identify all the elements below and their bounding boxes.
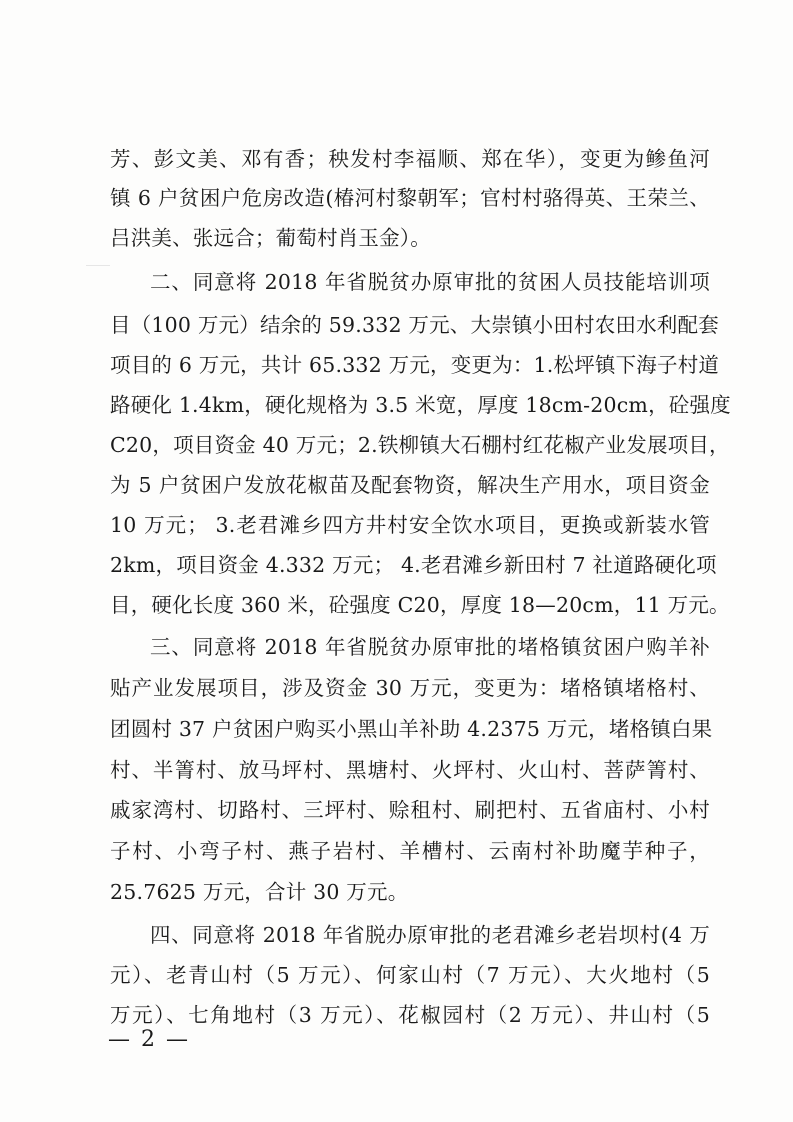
text-line: 镇 6 户贫困户危房改造(椿河村黎朝军；官村村骆得英、王荣兰、	[110, 186, 710, 210]
text-line: C20，项目资金 40 万元；2.铁柳镇大石棚村红花椒产业发展项目，	[110, 433, 730, 457]
text-line: 贴产业发展项目，涉及资金 30 万元，变更为：堵格镇堵格村、	[110, 676, 710, 700]
text-line: 元）、老青山村（5 万元）、何家山村（7 万元）、大火地村（5	[110, 963, 710, 987]
text-line: 芳、彭文美、邓有香；秧发村李福顺、郑在华），变更为鲹鱼河	[110, 147, 710, 171]
text-line: 2km，项目资金 4.332 万元； 4.老君滩乡新田村 7 社道路硬化项	[110, 553, 717, 577]
paragraph-start-line: 四、同意将 2018 年省脱办原审批的老君滩乡老岩坝村(4 万	[150, 923, 710, 947]
text-line: 路硬化 1.4km，硬化规格为 3.5 米宽，厚度 18cm-20cm，砼强度	[110, 393, 731, 417]
text-line: 10 万元； 3.老君滩乡四方井村安全饮水项目，更换或新装水管	[110, 513, 710, 537]
paragraph-start-line: 二、同意将 2018 年省脱贫办原审批的贫困人员技能培训项	[150, 270, 710, 294]
page-number: — 2 —	[108, 1027, 190, 1052]
text-line: 戚家湾村、切路村、三坪村、赊租村、刷把村、五省庙村、小村	[110, 798, 710, 822]
text-line: 子村、小弯子村、燕子岩村、羊槽村、云南村补助魔芋种子，	[110, 839, 710, 863]
text-line: 团圆村 37 户贫困户购买小黑山羊补助 4.2375 万元，堵格镇白果	[110, 717, 713, 741]
scan-artifact	[86, 265, 110, 266]
text-line: 吕洪美、张远合；葡萄村肖玉金）。	[110, 226, 431, 250]
paragraph-start-line: 三、同意将 2018 年省脱贫办原审批的堵格镇贫困户购羊补	[150, 635, 710, 659]
text-line: 项目的 6 万元，共计 65.332 万元，变更为：1.松坪镇下海子村道	[110, 353, 720, 377]
text-line: 25.7625 万元，合计 30 万元。	[110, 880, 409, 904]
text-line: 目，硬化长度 360 米，砼强度 C20，厚度 18—20cm，11 万元。	[110, 593, 730, 617]
text-line: 目（100 万元）结余的 59.332 万元、大崇镇小田村农田水利配套	[110, 313, 719, 337]
text-line: 为 5 户贫困户发放花椒苗及配套物资，解决生产用水，项目资金	[110, 473, 710, 497]
text-line: 万元）、七角地村（3 万元）、花椒园村（2 万元）、井山村（5	[110, 1003, 710, 1027]
text-line: 村、半箐村、放马坪村、黑塘村、火坪村、火山村、菩萨箐村、	[110, 758, 710, 782]
